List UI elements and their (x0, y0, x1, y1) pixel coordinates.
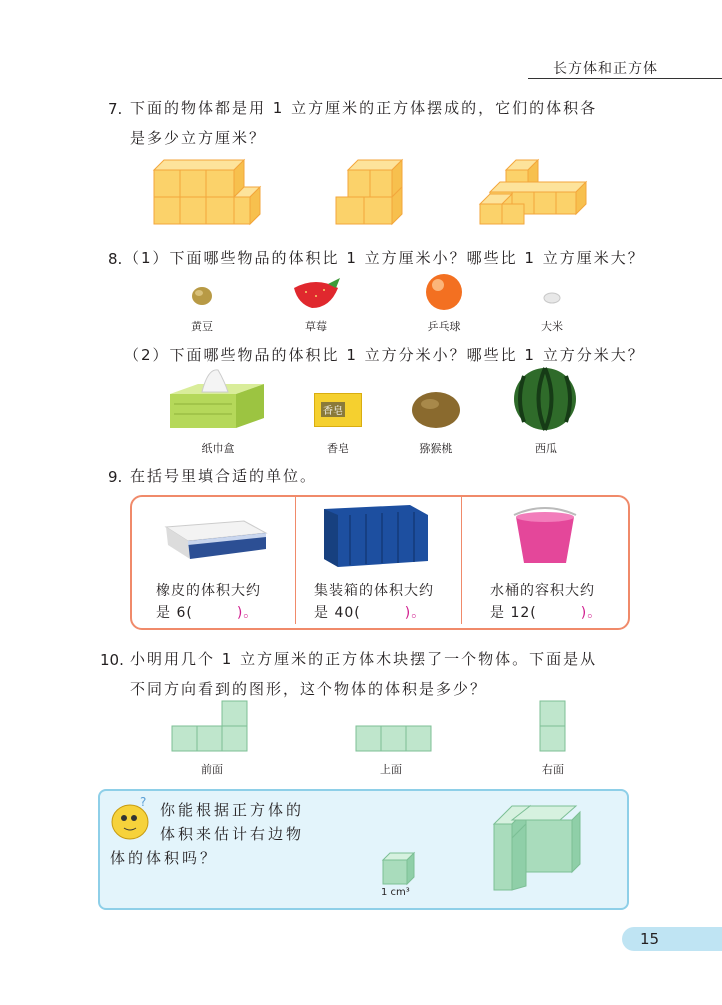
item-soap-label: 香皂 (327, 442, 349, 455)
think-line2: 体积来估计右边物 (160, 825, 305, 843)
q7-line1: 下面的物体都是用 1 立方厘米的正方体摆成的，它们的体积各 (130, 99, 598, 117)
estimate-object-image (490, 800, 582, 892)
page-number-tab (622, 927, 722, 951)
item-soybean-label: 黄豆 (191, 320, 213, 333)
ping-pong-ball-image (424, 272, 464, 312)
item-rice-label: 大米 (541, 320, 563, 333)
item-strawberry-label: 草莓 (305, 320, 327, 333)
svg-text:?: ? (140, 795, 147, 809)
front-view-shape (172, 701, 247, 751)
cube-figure-1 (154, 160, 260, 224)
soap-image (314, 393, 362, 427)
q9-text: 在括号里填合适的单位。 (130, 467, 318, 485)
eraser-image (162, 507, 272, 563)
eraser-statement-prefix: 是 6( (156, 605, 193, 621)
mascot-icon (104, 794, 154, 844)
pane-divider (295, 497, 296, 624)
bucket-image (510, 505, 580, 567)
q10-line1: 小明用几个 1 立方厘米的正方体木块摆了一个物体。下面是从 (130, 650, 598, 668)
q7-number: 7. (108, 100, 123, 118)
page-number: 15 (640, 930, 660, 948)
soap-brand-label: 香皂 (321, 402, 345, 417)
q8-part2: （2）下面哪些物品的体积比 1 立方分米小？哪些比 1 立方分米大？ (124, 346, 645, 364)
q10-number: 10. (100, 651, 124, 669)
top-view-shape (356, 726, 431, 751)
unit-cube-label: 1 cm³ (381, 887, 410, 898)
item-watermelon-label: 西瓜 (535, 442, 557, 455)
eraser-paren-close: )。 (236, 605, 259, 621)
container-image (318, 503, 434, 569)
q7-line2: 是多少立方厘米？ (130, 129, 267, 147)
eraser-statement-line1: 橡皮的体积大约 (156, 583, 261, 599)
cube-figure-2 (336, 160, 402, 224)
eraser-statement-line2 (156, 602, 258, 624)
soybean-image (190, 285, 214, 307)
q8-number: 8. (108, 250, 123, 268)
think-line1: 你能根据正方体的 (160, 801, 305, 819)
cube-figure-3 (480, 160, 586, 224)
kiwi-image (410, 390, 462, 430)
bucket-statement-line1: 水桶的容积大约 (490, 583, 595, 599)
think-line3: 体的体积吗？ (110, 849, 219, 867)
container-paren-close: )。 (404, 605, 427, 621)
unit-cube-image (380, 850, 416, 886)
rice-grain-image (542, 290, 562, 304)
right-view-label: 右面 (542, 763, 564, 776)
pane-divider (461, 497, 462, 624)
container-statement-line2 (314, 602, 426, 624)
header-rule (528, 78, 722, 79)
q8-part1: （1）下面哪些物品的体积比 1 立方厘米小？哪些比 1 立方厘米大？ (124, 249, 645, 267)
tissue-box-image (166, 364, 270, 430)
bucket-statement-prefix: 是 12( (490, 605, 537, 621)
item-tissue-label: 纸巾盒 (201, 442, 235, 455)
q10-line2: 不同方向看到的图形，这个物体的体积是多少？ (130, 680, 488, 698)
strawberry-image (290, 274, 342, 310)
bucket-statement-line2 (490, 602, 602, 624)
top-view-label: 上面 (380, 763, 402, 776)
q10-views (170, 700, 590, 754)
watermelon-image (512, 366, 578, 432)
right-view-shape (540, 701, 565, 751)
q9-number: 9. (108, 468, 123, 486)
bucket-paren-close: )。 (580, 605, 603, 621)
q7-cube-figures (140, 155, 630, 230)
container-statement-line1: 集装箱的体积大约 (314, 583, 434, 599)
item-pingpong-label: 乒乓球 (427, 320, 461, 333)
front-view-label: 前面 (201, 763, 223, 776)
item-kiwi-label: 猕猴桃 (419, 442, 453, 455)
container-statement-prefix: 是 40( (314, 605, 361, 621)
chapter-title: 长方体和正方体 (553, 61, 658, 77)
